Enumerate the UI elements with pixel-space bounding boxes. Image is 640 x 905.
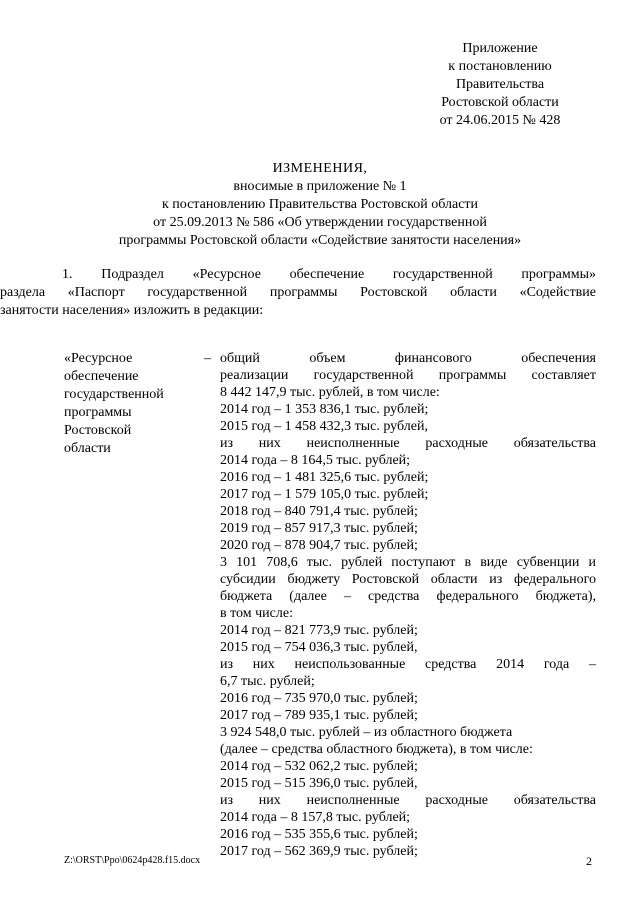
heading-line: программы Ростовской области «Содействие занятости населения»: [118, 233, 522, 248]
funding-line: в том числе:: [220, 606, 293, 621]
document-heading: [20, 160, 620, 250]
paragraph-line: 1. Подраздел «Ресурсное обеспечение государственной программы»: [62, 267, 596, 282]
funding-line: 2015 год – 515 396,0 тыс. рублей,: [220, 776, 418, 791]
resource-label-line: Ростовской: [64, 423, 132, 438]
instruction-paragraph: [0, 266, 596, 320]
document-title: ИЗМЕНЕНИЯ,: [272, 161, 368, 176]
funding-line: 2014 года – 8 164,5 тыс. рублей;: [220, 453, 411, 468]
funding-line: 2016 год – 735 970,0 тыс. рублей;: [220, 691, 418, 706]
funding-line: бюджета (далее – средства федерального бюджета),: [220, 589, 596, 604]
funding-line: (далее – средства областного бюджета), в том числе:: [220, 742, 533, 757]
funding-line: 3 101 708,6 тыс. рублей поступают в виде субвенции и: [220, 555, 596, 570]
appendix-line: Приложение: [462, 41, 538, 56]
funding-line: 2017 год – 562 369,9 тыс. рублей;: [220, 844, 418, 859]
funding-line: 2014 года – 8 157,8 тыс. рублей;: [220, 810, 411, 825]
resource-label-line: программы: [64, 405, 132, 420]
file-path: Z:\ORST\Ppo\0624p428.f15.docx: [64, 855, 201, 866]
funding-line: 2014 год – 1 353 836,1 тыс. рублей;: [220, 402, 429, 417]
funding-line: 2016 год – 1 481 325,6 тыс. рублей;: [220, 470, 429, 485]
appendix-line: от 24.06.2015 № 428: [439, 113, 561, 128]
funding-line: 2015 год – 1 458 432,3 тыс. рублей,: [220, 419, 428, 434]
funding-line: 6,7 тыс. рублей;: [220, 674, 315, 689]
funding-line: из них неисполненные расходные обязательства: [220, 436, 596, 451]
funding-line: 2016 год – 535 355,6 тыс. рублей;: [220, 827, 418, 842]
appendix-line: Ростовской области: [441, 95, 559, 110]
appendix-line: к постановлению: [448, 59, 552, 74]
funding-line: 2014 год – 532 062,2 тыс. рублей;: [220, 759, 418, 774]
heading-line: вносимые в приложение № 1: [233, 179, 407, 194]
separator-dash: –: [204, 351, 211, 366]
funding-line: реализации государственной программы составляет: [220, 368, 596, 383]
paragraph-line: раздела «Паспорт государственной программы Ростовской области «Содействие: [0, 285, 596, 300]
funding-line: 8 442 147,9 тыс. рублей, в том числе:: [220, 385, 440, 400]
funding-line: общий объем финансового обеспечения: [220, 351, 596, 366]
funding-line: из них неисполненные расходные обязательства: [220, 793, 596, 808]
funding-line: 2019 год – 857 917,3 тыс. рублей;: [220, 521, 418, 536]
appendix-header: [380, 40, 620, 130]
heading-line: от 25.09.2013 № 586 «Об утверждении государственной: [153, 215, 487, 230]
resource-label-column: [64, 350, 204, 458]
funding-line: из них неиспользованные средства 2014 года –: [220, 657, 596, 672]
paragraph-line: занятости населения» изложить в редакции:: [0, 303, 264, 318]
heading-line: к постановлению Правительства Ростовской области: [161, 197, 479, 212]
page-number: 2: [586, 854, 592, 868]
funding-details-column: [220, 350, 596, 860]
funding-line: 2017 год – 789 935,1 тыс. рублей;: [220, 708, 418, 723]
funding-line: 3 924 548,0 тыс. рублей – из областного бюджета: [220, 725, 513, 740]
resource-label-line: области: [64, 441, 111, 456]
resource-label-line: обеспечение: [64, 369, 139, 384]
funding-line: 2015 год – 754 036,3 тыс. рублей,: [220, 640, 418, 655]
resource-label-line: «Ресурсное: [64, 351, 133, 366]
funding-line: 2018 год – 840 791,4 тыс. рублей;: [220, 504, 418, 519]
resource-label-line: государственной: [64, 387, 164, 402]
funding-line: 2014 год – 821 773,9 тыс. рублей;: [220, 623, 418, 638]
funding-line: 2020 год – 878 904,7 тыс. рублей;: [220, 538, 418, 553]
funding-line: 2017 год – 1 579 105,0 тыс. рублей;: [220, 487, 429, 502]
appendix-line: Правительства: [455, 77, 545, 92]
funding-line: субсидии бюджету Ростовской области из федерального: [220, 572, 596, 587]
